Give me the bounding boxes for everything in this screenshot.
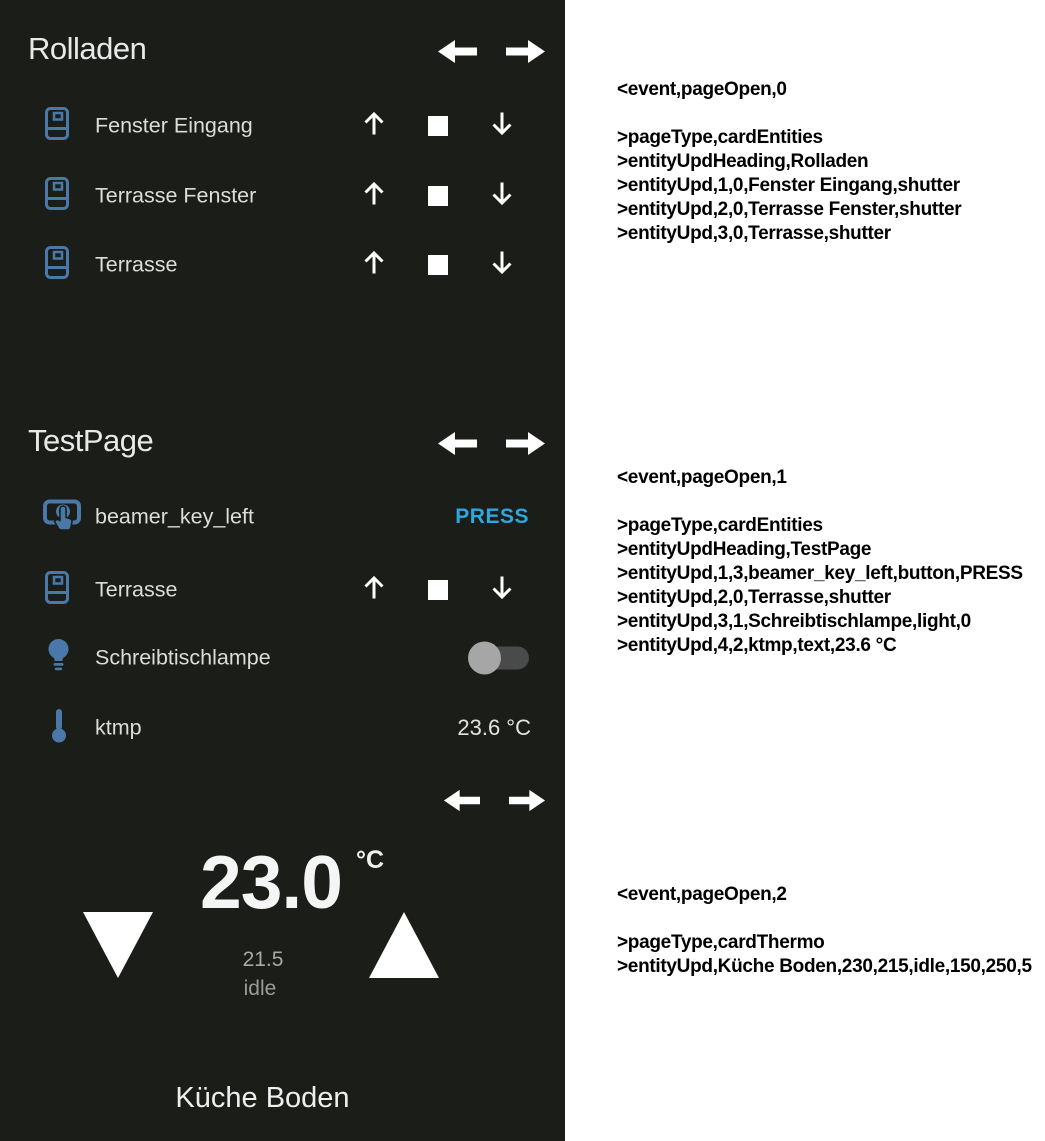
entity-label: Fenster Eingang bbox=[95, 113, 253, 138]
shutter-up-button[interactable] bbox=[361, 181, 387, 212]
arrow-left-bold-icon bbox=[437, 38, 477, 65]
arrow-up-icon bbox=[361, 111, 387, 137]
shutter-up-button[interactable] bbox=[361, 575, 387, 606]
arrow-right-bold-icon bbox=[506, 38, 546, 65]
triangle-down-icon bbox=[82, 911, 154, 979]
log-line: >entityUpd,1,0,Fenster Eingang,shutter bbox=[617, 175, 960, 196]
log-block-page1 bbox=[617, 466, 1023, 658]
shutter-icon bbox=[45, 571, 69, 609]
entity-row bbox=[0, 489, 565, 545]
lightbulb-icon bbox=[45, 638, 72, 678]
shutter-stop-button[interactable] bbox=[428, 186, 448, 206]
shutter-down-button[interactable] bbox=[489, 111, 515, 142]
temp-decrease-button[interactable] bbox=[82, 911, 154, 984]
shutter-stop-button[interactable] bbox=[428, 116, 448, 136]
press-button[interactable]: PRESS bbox=[455, 505, 529, 528]
shutter-icon bbox=[45, 177, 69, 215]
shutter-down-button[interactable] bbox=[489, 250, 515, 281]
current-temperature: 23.0 bbox=[200, 840, 342, 924]
thermo-title: Küche Boden bbox=[175, 1082, 350, 1114]
log-line: >entityUpd,4,2,ktmp,text,23.6 °C bbox=[617, 635, 897, 656]
arrow-up-icon bbox=[361, 181, 387, 207]
toggle-knob bbox=[468, 642, 501, 675]
entity-row bbox=[0, 98, 565, 154]
arrow-right-bold-icon bbox=[506, 430, 546, 457]
nav-next-button[interactable] bbox=[506, 430, 546, 457]
shutter-up-button[interactable] bbox=[361, 250, 387, 281]
shutter-down-button[interactable] bbox=[489, 575, 515, 606]
light-toggle[interactable] bbox=[469, 647, 529, 670]
arrow-down-icon bbox=[489, 111, 515, 137]
entity-row bbox=[0, 168, 565, 224]
shutter-stop-button[interactable] bbox=[428, 255, 448, 275]
arrow-left-bold-icon bbox=[443, 788, 480, 813]
page-title: Rolladen bbox=[28, 31, 147, 66]
log-line bbox=[617, 490, 1023, 514]
log-line: >entityUpd,3,0,Terrasse,shutter bbox=[617, 223, 891, 244]
shutter-up-button[interactable] bbox=[361, 111, 387, 142]
log-line: <event,pageOpen,2 bbox=[617, 884, 787, 905]
entity-value: 23.6 °C bbox=[457, 715, 531, 740]
page-title: TestPage bbox=[28, 423, 154, 458]
arrow-left-bold-icon bbox=[437, 430, 477, 457]
entity-label: Terrasse Fenster bbox=[95, 183, 257, 208]
target-temperature: 21.5 bbox=[242, 948, 284, 971]
entity-label: beamer_key_left bbox=[95, 504, 254, 529]
nav-previous-button[interactable] bbox=[437, 38, 477, 65]
arrow-up-icon bbox=[361, 250, 387, 276]
log-line bbox=[617, 102, 961, 126]
log-block-page0 bbox=[617, 78, 961, 246]
log-line: <event,pageOpen,1 bbox=[617, 467, 787, 488]
nav-next-button[interactable] bbox=[509, 788, 546, 813]
entity-label: Terrasse bbox=[95, 252, 178, 277]
triangle-up-icon bbox=[368, 911, 440, 979]
nav-previous-button[interactable] bbox=[437, 430, 477, 457]
shutter-down-button[interactable] bbox=[489, 181, 515, 212]
temperature-unit: °C bbox=[356, 846, 385, 874]
log-line: >entityUpd,1,3,beamer_key_left,button,PRESS bbox=[617, 563, 1023, 584]
log-line: >entityUpdHeading,Rolladen bbox=[617, 151, 869, 172]
entity-label: ktmp bbox=[95, 715, 142, 740]
entity-row bbox=[0, 700, 565, 756]
log-line: >entityUpd,Küche Boden,230,215,idle,150,250,5 bbox=[617, 956, 1032, 977]
log-line: >pageType,cardEntities bbox=[617, 515, 823, 536]
log-line: <event,pageOpen,0 bbox=[617, 79, 787, 100]
log-line bbox=[617, 907, 1032, 931]
nav-next-button[interactable] bbox=[506, 38, 546, 65]
stop-icon bbox=[428, 116, 448, 136]
arrow-up-icon bbox=[361, 575, 387, 601]
arrow-right-bold-icon bbox=[509, 788, 546, 813]
arrow-down-icon bbox=[489, 181, 515, 207]
entity-label: Terrasse bbox=[95, 577, 178, 602]
hvac-state: idle bbox=[243, 977, 277, 1000]
log-block-page2 bbox=[617, 883, 1032, 979]
temp-increase-button[interactable] bbox=[368, 911, 440, 984]
thermometer-icon bbox=[49, 708, 69, 749]
log-line: >pageType,cardThermo bbox=[617, 932, 825, 953]
entity-row bbox=[0, 562, 565, 618]
entity-row bbox=[0, 237, 565, 293]
nav-previous-button[interactable] bbox=[443, 788, 480, 813]
log-line: >entityUpd,3,1,Schreibtischlampe,light,0 bbox=[617, 611, 971, 632]
stop-icon bbox=[428, 186, 448, 206]
log-line: >entityUpd,2,0,Terrasse,shutter bbox=[617, 587, 891, 608]
stop-icon bbox=[428, 255, 448, 275]
log-line: >entityUpdHeading,TestPage bbox=[617, 539, 872, 560]
shutter-icon bbox=[45, 107, 69, 145]
arrow-down-icon bbox=[489, 575, 515, 601]
gesture-tap-button-icon bbox=[42, 496, 82, 539]
shutter-stop-button[interactable] bbox=[428, 580, 448, 600]
entity-label: Schreibtischlampe bbox=[95, 645, 271, 670]
log-line: >entityUpd,2,0,Terrasse Fenster,shutter bbox=[617, 199, 962, 220]
shutter-icon bbox=[45, 246, 69, 284]
entity-row bbox=[0, 630, 565, 686]
stop-icon bbox=[428, 580, 448, 600]
arrow-down-icon bbox=[489, 250, 515, 276]
log-line: >pageType,cardEntities bbox=[617, 127, 823, 148]
